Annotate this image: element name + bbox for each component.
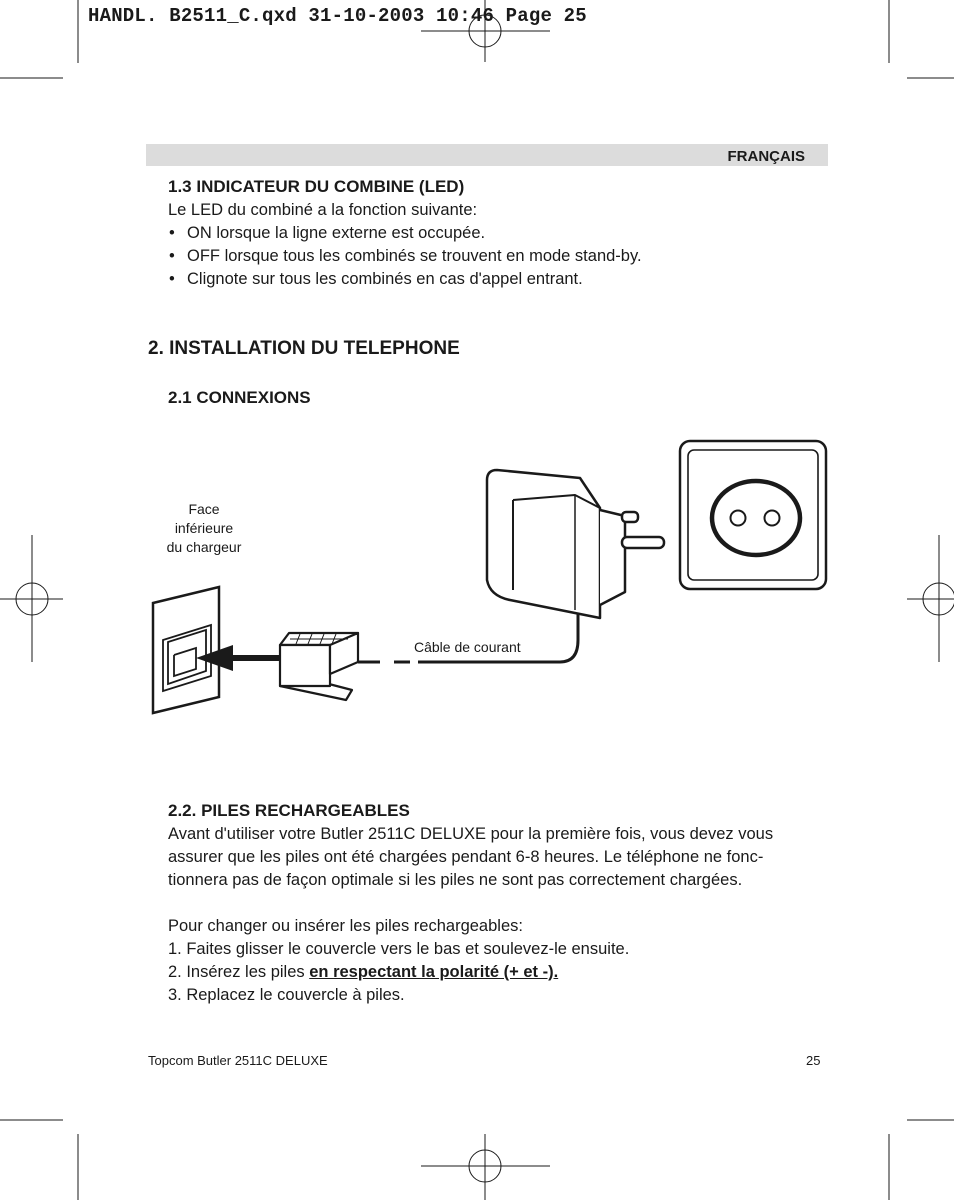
charger-caption-line: Face [188,501,220,517]
charger-underside [153,587,219,713]
language-label: FRANÇAIS [727,148,805,165]
footer-product: Topcom Butler 2511C DELUXE [148,1053,328,1068]
blank-line [168,892,828,915]
step-3: 3. Replacez le couvercle à piles. [168,986,405,1004]
section-2-2-body [168,823,828,1007]
led-bullet-item: • OFF lorsque tous les combinés se trouvent en mode stand-by. [168,245,808,268]
section-2-heading: 2. INSTALLATION DU TELEPHONE [148,338,460,359]
adapter-prong [622,537,664,548]
adapter-prong [622,512,638,522]
polarity-emphasis: en respectant la polarité (+ et -). [309,963,559,981]
outlet-hole [765,511,780,526]
led-bullet-item: • ON lorsque la ligne externe est occupée. [168,222,808,245]
section-1-3-intro: Le LED du combiné a la fonction suivante: [168,201,478,219]
paragraph-line: tionnera pas de façon optimale si les piles ne sont pas correctement chargées. [168,871,743,889]
slug-line: HANDL. B2511_C.qxd 31-10-2003 10:46 Page 25 [88,5,587,27]
steps-intro: Pour changer ou insérer les piles rechargeables: [168,917,523,935]
wall-outlet [680,441,826,589]
section-2-2-heading: 2.2. PILES RECHARGEABLES [168,801,410,820]
paragraph-line: assurer que les piles ont été chargées pendant 6-8 heures. Le téléphone ne fonc- [168,848,764,866]
section-2-1-heading: 2.1 CONNEXIONS [168,388,311,407]
charger-caption-line: inférieure [174,520,234,536]
paragraph-line: Avant d'utiliser votre Butler 2511C DELUXE pour la première fois, vous devez vous [168,825,774,843]
section-1-3-heading: 1.3 INDICATEUR DU COMBINE (LED) [168,177,465,196]
outlet-hole [731,511,746,526]
rj11-plug [280,633,358,700]
step-2-text: 2. Insérez les piles [168,963,310,981]
charger-caption [148,500,260,557]
power-adapter [487,470,664,618]
led-bullet-item: • Clignote sur tous les combinés en cas d'appel entrant. [168,268,808,291]
charger-caption-line: du chargeur [166,539,242,555]
step-2 [168,961,828,984]
cable-caption: Câble de courant [414,639,521,655]
step-1: 1. Faites glisser le couvercle vers le bas et soulevez-le ensuite. [168,940,630,958]
footer-page-number: 25 [806,1053,821,1068]
